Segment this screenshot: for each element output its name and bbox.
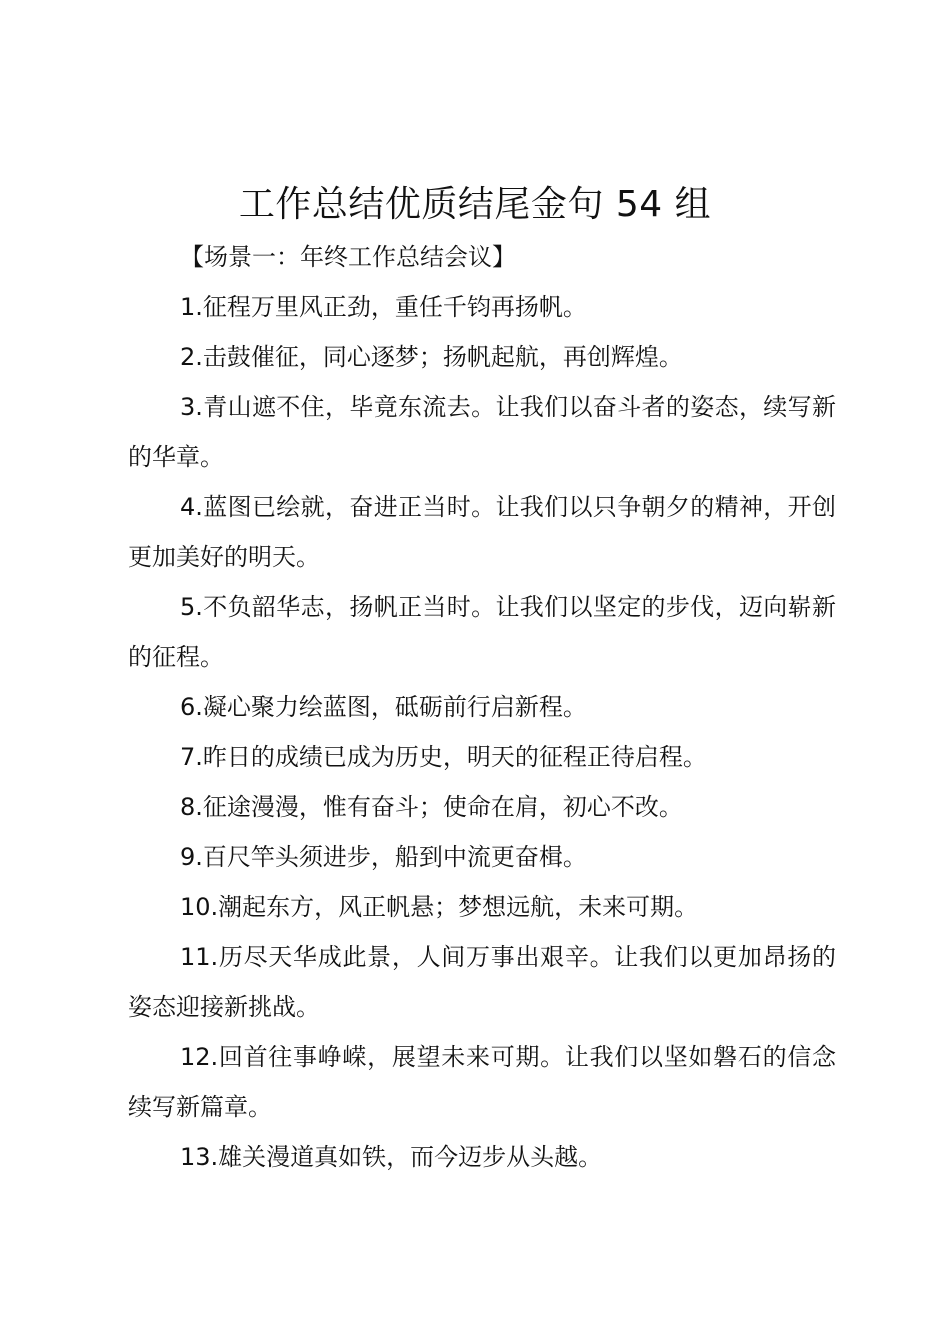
list-item-2: 2.击鼓催征，同心逐梦；扬帆起航，再创辉煌。 bbox=[180, 343, 683, 371]
section-heading: 【场景一：年终工作总结会议】 bbox=[180, 243, 516, 271]
list-item-6: 6.凝心聚力绘蓝图，砥砺前行启新程。 bbox=[180, 693, 587, 721]
list-item-7: 7.昨日的成绩已成为历史，明天的征程正待启程。 bbox=[180, 743, 707, 771]
document-body bbox=[128, 232, 836, 1182]
list-item-4: 4.蓝图已绘就，奋进正当时。让我们以只争朝夕的精神，开创更加美好的明天。 bbox=[128, 493, 836, 571]
list-item-12: 12.回首往事峥嵘，展望未来可期。让我们以坚如磐石的信念续写新篇章。 bbox=[128, 1043, 836, 1121]
list-item-3: 3.青山遮不住，毕竟东流去。让我们以奋斗者的姿态，续写新的华章。 bbox=[128, 393, 836, 471]
document-title: 工作总结优质结尾金句 54 组 bbox=[238, 184, 712, 225]
list-item-1: 1.征程万里风正劲，重任千钧再扬帆。 bbox=[180, 293, 587, 321]
list-item-9: 9.百尺竿头须进步，船到中流更奋楫。 bbox=[180, 843, 587, 871]
list-item-8: 8.征途漫漫，惟有奋斗；使命在肩，初心不改。 bbox=[180, 793, 683, 821]
list-item-10: 10.潮起东方，风正帆悬；梦想远航，未来可期。 bbox=[180, 893, 699, 921]
list-item-11: 11.历尽天华成此景，人间万事出艰辛。让我们以更加昂扬的姿态迎接新挑战。 bbox=[128, 943, 836, 1021]
list-item-13: 13.雄关漫道真如铁，而今迈步从头越。 bbox=[180, 1143, 603, 1171]
list-item-5: 5.不负韶华志，扬帆正当时。让我们以坚定的步伐，迈向崭新的征程。 bbox=[128, 593, 836, 671]
